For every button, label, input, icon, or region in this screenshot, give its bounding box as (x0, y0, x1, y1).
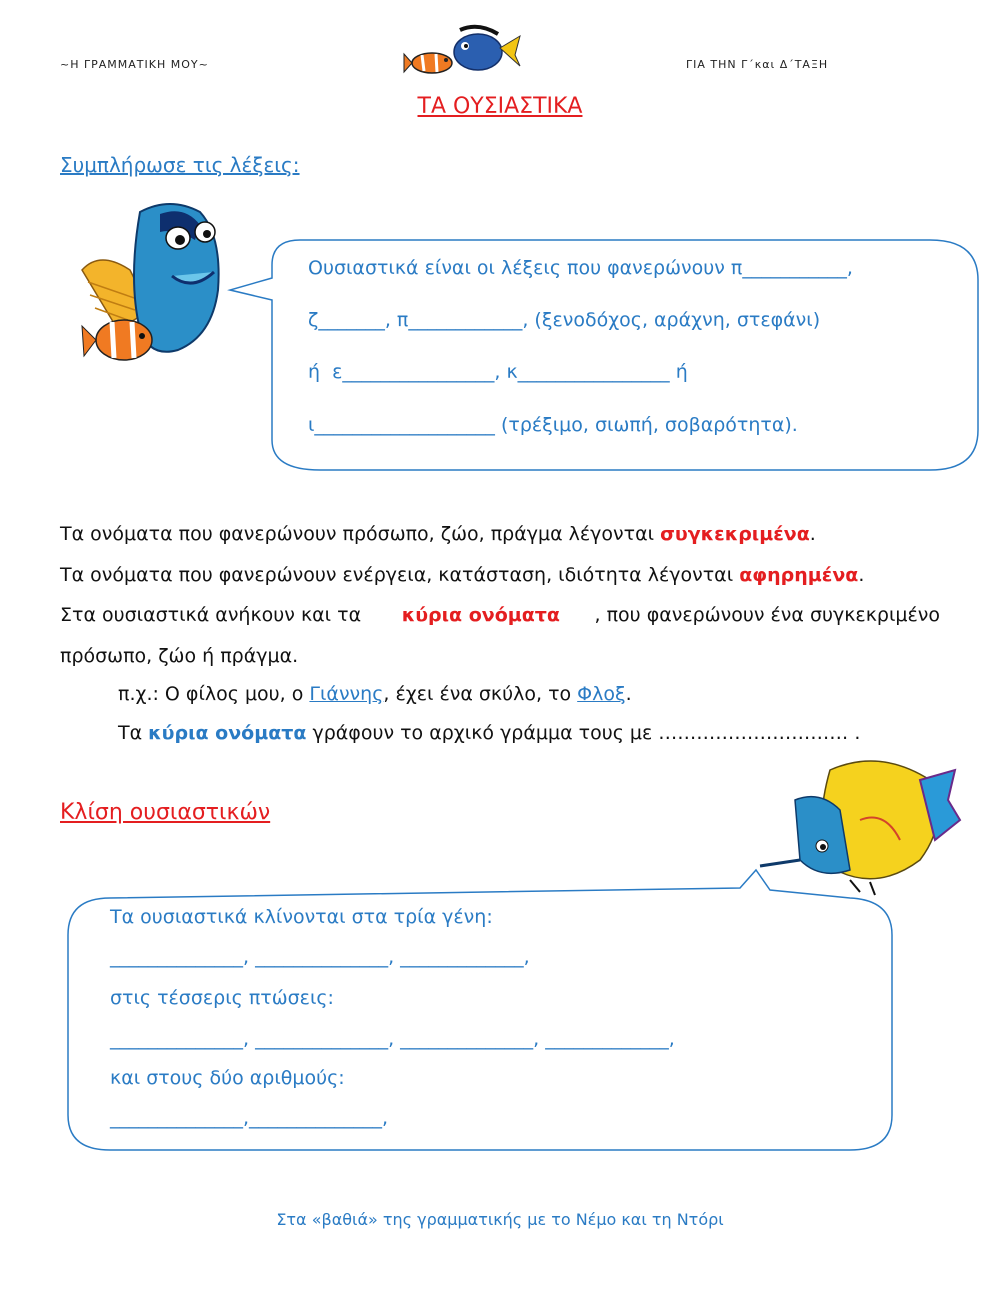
header-right: ΓΙΑ ΤΗΝ Γ΄και Δ΄ΤΑΞΗ (686, 58, 829, 71)
bubble1-line-2: ζ_______, π____________, (ξενοδόχος, αράχνη, στεφάνι) (308, 309, 821, 331)
paragraph-text: Τα ονόματα που φανερώνουν ενέργεια, κατάσταση, ιδιότητα λέγονται (60, 564, 740, 586)
example-line (118, 683, 632, 705)
example-name-giannis: Γιάννης (309, 683, 384, 705)
punctuation: . (809, 523, 816, 545)
punctuation: . (625, 683, 632, 705)
paragraph-proper-nouns (60, 604, 940, 626)
term-concrete: συγκεκριμένα (660, 523, 810, 545)
dory-nemo-illustration (82, 204, 219, 360)
paragraph-text: , που φανερώνουν ένα συγκεκριμένο (594, 604, 940, 626)
bubble2-numbers-blanks: ______________,______________, (110, 1107, 389, 1129)
bubble1-line-1: Ουσιαστικά είναι οι λέξεις που φανερώνουν π___________, (308, 257, 853, 279)
paragraph-text: , έχει ένα σκύλο, το (383, 683, 578, 705)
punctuation: . (858, 564, 865, 586)
example-name-flox: Φλοξ (577, 683, 626, 705)
paragraph-text: γράφουν το αρχικό γράμμα τους με ………………………… . (306, 722, 861, 744)
paragraph-line-4: πρόσωπο, ζώο ή πράγμα. (60, 645, 299, 667)
bubble2-line-5: και στους δύο αριθμούς: (110, 1067, 345, 1089)
yellow-fish-illustration (760, 761, 960, 895)
header-left: ~Η ΓΡΑΜΜΑΤΙΚΗ ΜΟΥ~ (60, 58, 209, 71)
bubble2-line-3: στις τέσσερις πτώσεις: (110, 987, 334, 1009)
instructions-heading: Συμπλήρωσε τις λέξεις: (60, 153, 300, 177)
paragraph-text: π.χ.: Ο φίλος μου, ο (118, 683, 310, 705)
bubble2-cases-blanks: ______________, ______________, ______________, _____________, (110, 1028, 675, 1050)
bubble1-line-3: ή ε________________, κ________________ ή (308, 361, 688, 383)
term-proper-nouns: κύρια ονόματα (401, 604, 560, 626)
bubble2-line-1: Τα ουσιαστικά κλίνονται στα τρία γένη: (110, 906, 493, 928)
paragraph-text: Τα ονόματα που φανερώνουν πρόσωπο, ζώο, πράγμα λέγονται (60, 523, 661, 545)
declension-heading: Κλίση ουσιαστικών (60, 800, 271, 825)
paragraph-concrete (60, 523, 816, 545)
term-abstract: αφηρημένα (739, 564, 859, 586)
footer-text: Στα «βαθιά» της γραμματικής με το Νέμο και τη Ντόρι (276, 1210, 724, 1229)
paragraph-abstract (60, 564, 864, 586)
bubble2-genders-blanks: ______________, ______________, _____________, (110, 946, 530, 968)
term-proper-nouns-2: κύρια ονόματα (148, 722, 307, 744)
page-title: ΤΑ ΟΥΣΙΑΣΤΙΚΑ (417, 94, 583, 119)
paragraph-text: Στα ουσιαστικά ανήκουν και τα (60, 604, 368, 626)
paragraph-text: Τα (118, 722, 149, 744)
bubble1-line-4: ι___________________ (τρέξιμο, σιωπή, σοβαρότητα). (308, 414, 798, 436)
header-fish-illustration (404, 27, 520, 73)
capital-letter-line (118, 722, 860, 744)
